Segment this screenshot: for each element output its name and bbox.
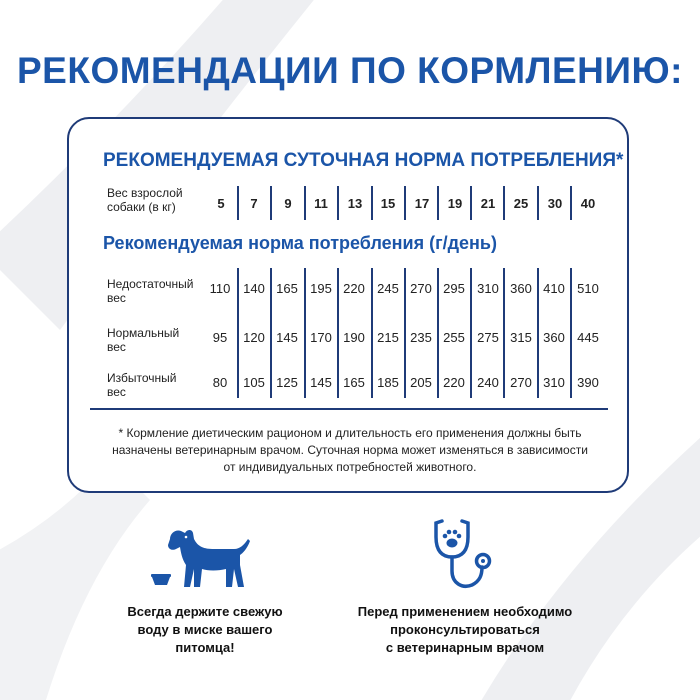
table-cell: 445	[577, 330, 599, 345]
column-divider	[537, 186, 539, 220]
table-cell: 295	[443, 281, 465, 296]
weight-cell: 30	[547, 196, 563, 211]
column-divider	[304, 186, 306, 220]
column-divider	[570, 186, 572, 220]
weight-row-label: Вес взрослой собаки (в кг)	[107, 186, 183, 214]
table-cell: 95	[212, 330, 228, 345]
column-divider	[470, 186, 472, 220]
table-cell: 205	[410, 375, 432, 390]
weight-cell: 11	[314, 196, 328, 211]
vet-consult-caption: Перед применением необходимо проконсультироваться с ветеринарным врачом	[357, 604, 573, 655]
column-divider	[503, 186, 505, 220]
table-cell: 165	[276, 281, 298, 296]
section-title: РЕКОМЕНДУЕМАЯ СУТОЧНАЯ НОРМА ПОТРЕБЛЕНИЯ*	[103, 150, 624, 171]
row-label-overweight: Избыточный вес	[107, 371, 177, 399]
weight-cell: 40	[580, 196, 596, 211]
table-cell: 145	[310, 375, 332, 390]
column-divider	[371, 186, 373, 220]
table-cell: 190	[343, 330, 365, 345]
table-cell: 125	[276, 375, 298, 390]
dog-with-bowl-icon	[148, 525, 258, 595]
table-cell: 220	[343, 281, 365, 296]
table-cell: 220	[443, 375, 465, 390]
table-cell: 310	[543, 375, 565, 390]
column-divider	[237, 186, 239, 220]
table-cell: 145	[276, 330, 298, 345]
table-cell: 360	[510, 281, 532, 296]
table-cell: 80	[212, 375, 228, 390]
weight-cell: 7	[250, 196, 258, 211]
weight-cell: 21	[480, 196, 496, 211]
table-cell: 185	[377, 375, 399, 390]
table-cell: 235	[410, 330, 432, 345]
table-cell: 270	[510, 375, 532, 390]
table-cell: 120	[243, 330, 265, 345]
table-cell: 310	[477, 281, 499, 296]
table-cell: 410	[543, 281, 565, 296]
table-bottom-rule	[90, 408, 608, 410]
table-cell: 140	[243, 281, 265, 296]
stethoscope-paw-icon	[428, 515, 498, 595]
table-cell: 270	[410, 281, 432, 296]
column-divider	[404, 186, 406, 220]
row-label-underweight: Недостаточный вес	[107, 277, 194, 305]
table-cell: 315	[510, 330, 532, 345]
table-cell: 245	[377, 281, 399, 296]
weight-cell: 15	[380, 196, 396, 211]
weight-cell: 17	[414, 196, 430, 211]
table-cell: 105	[243, 375, 265, 390]
table-cell: 510	[577, 281, 599, 296]
weight-cell: 19	[447, 196, 463, 211]
water-reminder-caption: Всегда держите свежую воду в миске вашего питомца!	[127, 604, 283, 655]
row-label-normal: Нормальный вес	[107, 326, 180, 354]
weight-cell: 5	[217, 196, 225, 211]
footnote: * Кормление диетическим рационом и длительность его применения должны быть назначены ветеринарным врачом. Суточная норма может изменяться в зависимости от индивидуальных потребностей животного.	[112, 426, 588, 474]
table-cell: 110	[209, 281, 231, 296]
weight-cell: 9	[284, 196, 292, 211]
table-cell: 360	[543, 330, 565, 345]
table-cell: 165	[343, 375, 365, 390]
weight-cell: 25	[513, 196, 529, 211]
table-cell: 195	[310, 281, 332, 296]
table-cell: 170	[310, 330, 332, 345]
column-divider	[337, 186, 339, 220]
table-cell: 275	[477, 330, 499, 345]
table-cell: 390	[577, 375, 599, 390]
page-title: РЕКОМЕНДАЦИИ ПО КОРМЛЕНИЮ:	[17, 50, 683, 91]
table-cell: 240	[477, 375, 499, 390]
table-cell: 255	[443, 330, 465, 345]
table-cell: 215	[377, 330, 399, 345]
intake-subtitle: Рекомендуемая норма потребления (г/день)	[103, 233, 497, 253]
weight-cell: 13	[347, 196, 363, 211]
column-divider	[437, 186, 439, 220]
column-divider	[270, 186, 272, 220]
